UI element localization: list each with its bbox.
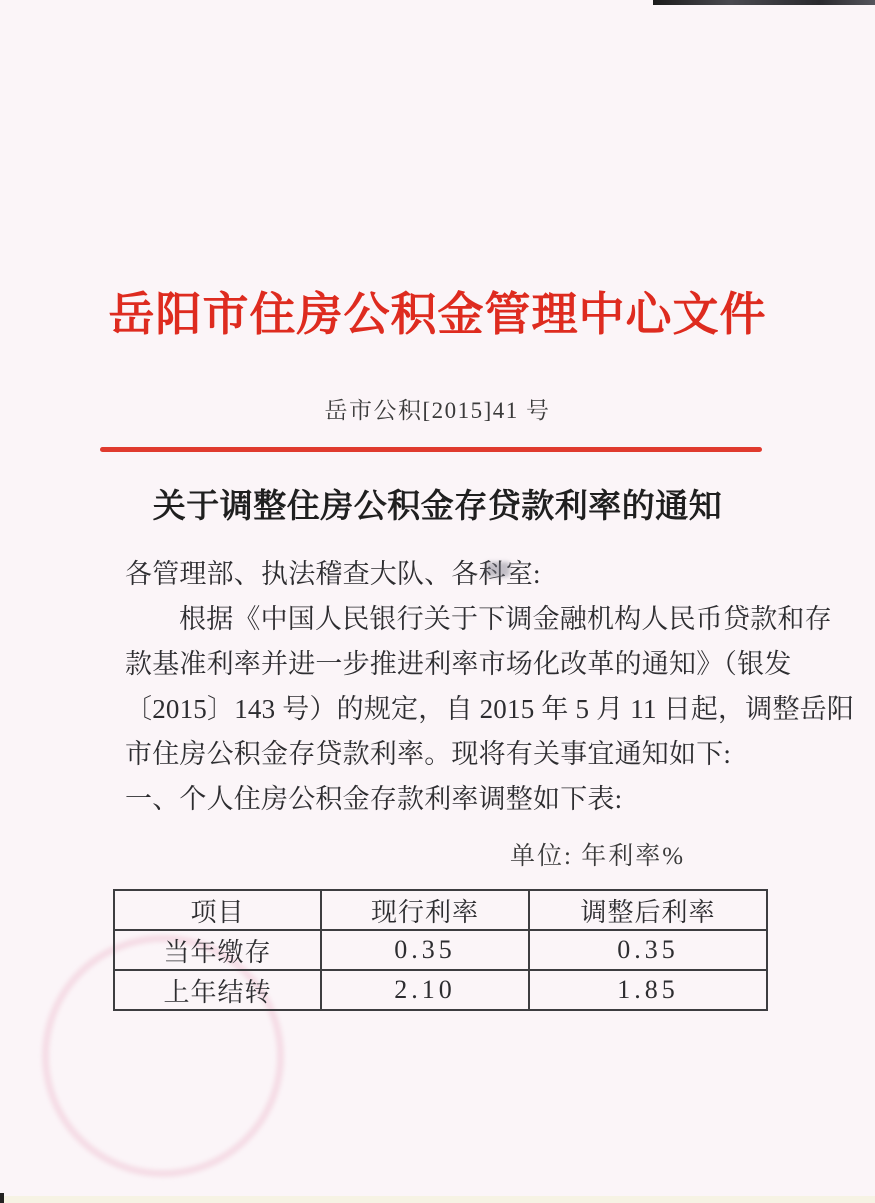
table-cell-label: 当年缴存 — [114, 930, 321, 970]
scan-smudge — [486, 562, 510, 577]
body-line: 根据《中国人民银行关于下调金融机构人民币贷款和存 — [179, 604, 832, 634]
table-cell-value: 0.35 — [321, 930, 529, 970]
table-row — [114, 930, 767, 970]
body-line: 〔2015〕143 号）的规定，自 2015 年 5 月 11 日起，调整岳阳 — [125, 694, 855, 724]
unit-note: 单位: 年利率% — [510, 843, 686, 870]
body-line: 市住房公积金存贷款利率。现将有关事宜通知如下: — [125, 739, 732, 769]
table-header-adjusted-rate: 调整后利率 — [529, 890, 767, 930]
doc-number: 岳市公积[2015]41 号 — [324, 398, 551, 423]
table-header-row — [114, 890, 767, 930]
scan-artifact-top-edge — [653, 0, 875, 5]
subject-title: 关于调整住房公积金存贷款利率的通知 — [152, 489, 723, 525]
table-cell-value: 1.85 — [529, 970, 767, 1010]
table-cell-value: 2.10 — [321, 970, 529, 1010]
scan-artifact-bottom-edge — [0, 1196, 875, 1203]
table-cell-label: 上年结转 — [114, 970, 321, 1010]
salutation: 各管理部、执法稽查大队、各科室: — [125, 559, 541, 589]
org-title: 岳阳市住房公积金管理中心文件 — [108, 289, 767, 340]
red-divider-rule — [100, 447, 762, 452]
rate-table — [113, 889, 768, 1011]
body-line: 款基准利率并进一步推进利率市场化改革的通知》（银发 — [125, 649, 792, 679]
table-header-item: 项目 — [114, 890, 321, 930]
table-cell-value: 0.35 — [529, 930, 767, 970]
table-row — [114, 970, 767, 1010]
body-line: 一、个人住房公积金存款利率调整如下表: — [125, 784, 623, 814]
table-header-current-rate: 现行利率 — [321, 890, 529, 930]
scan-artifact-bottom-left-notch — [0, 1193, 4, 1203]
